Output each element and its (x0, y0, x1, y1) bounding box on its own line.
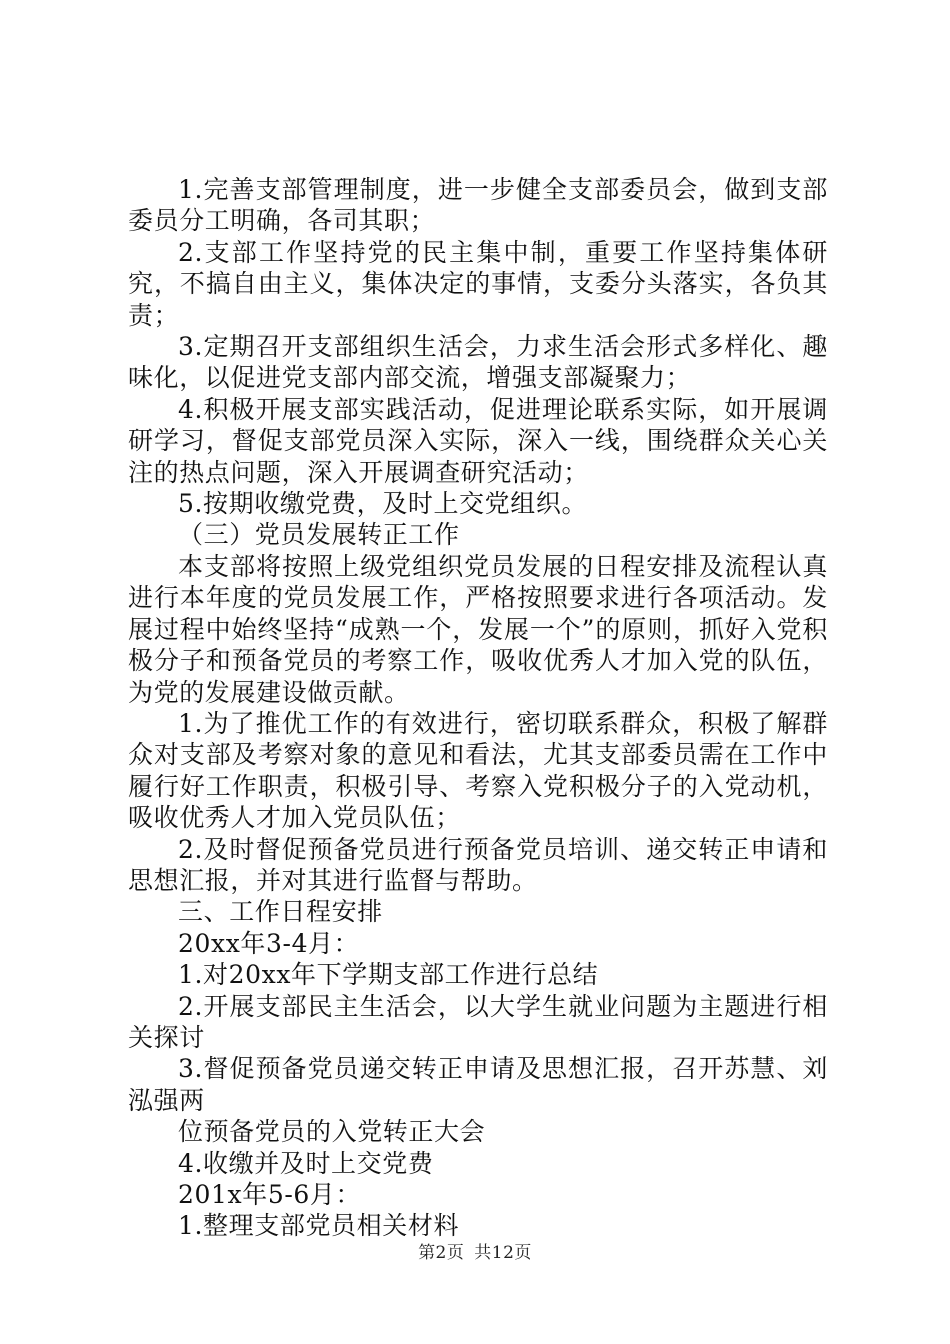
paragraph-item-4: 4.积极开展支部实践活动，促进理论联系实际，如开展调研学习，督促支部党员深入实际，深入一线，围绕群众关心关注的热点问题，深入开展调查研究活动； (128, 394, 828, 487)
section-heading-schedule: 三、工作日程安排 (178, 897, 383, 927)
paragraph-development-intro: 本支部将按照上级党组织党员发展的日程安排及流程认真进行本年度的党员发展工作，严格按照要求进行各项活动。发展过程中始终坚持“成熟一个，发展一个”的原则，抓好入党积极分子和预备党员的考察工作，吸收优秀人才加入党的队伍，为党的发展建设做贡献。 (128, 551, 828, 707)
schedule-item-2: 2.开展支部民主生活会，以大学生就业问题为主题进行相关探讨 (128, 991, 828, 1052)
page-footer (0, 1238, 950, 1263)
schedule-item-3: 3.督促预备党员递交转正申请及思想汇报，召开苏慧、刘泓强两 (128, 1054, 828, 1115)
document-body (128, 174, 828, 1242)
page-number-current: 第2页 (418, 1243, 465, 1263)
paragraph-item-2: 2.支部工作坚持党的民主集中制，重要工作坚持集体研究，不搞自由主义，集体决定的事情，支委分头落实，各负其责； (128, 237, 828, 330)
schedule-period-1: 20xx年3-4月： (178, 928, 360, 958)
page-number-total: 共12页 (474, 1243, 532, 1263)
schedule-item-4: 4.收缴并及时上交党费 (178, 1148, 434, 1178)
paragraph-item-3: 3.定期召开支部组织生活会，力求生活会形式多样化、趣味化，以促进党支部内部交流，增强支部凝聚力； (128, 332, 828, 393)
schedule-item-3-continued: 位预备党员的入党转正大会 (178, 1117, 486, 1147)
paragraph-item-5: 5.按期收缴党费，及时上交党组织。 (178, 489, 588, 519)
section-heading-member-development: （三）党员发展转正工作 (178, 520, 460, 550)
schedule-item-5: 1.整理支部党员相关材料 (178, 1211, 460, 1241)
schedule-period-2: 201x年5-6月： (178, 1180, 362, 1209)
paragraph-development-2: 2.及时督促预备党员进行预备党员培训、递交转正申请和思想汇报，并对其进行监督与帮助。 (128, 834, 828, 895)
paragraph-item-1: 1.完善支部管理制度，进一步健全支部委员会，做到支部委员分工明确，各司其职； (128, 175, 828, 236)
schedule-item-1: 1.对20xx年下学期支部工作进行总结 (178, 960, 599, 990)
paragraph-development-1: 1.为了推优工作的有效进行，密切联系群众，积极了解群众对支部及考察对象的意见和看法，尤其支部委员需在工作中履行好工作职责，积极引导、考察入党积极分子的入党动机，吸收优秀人才加入党员队伍； (128, 708, 828, 833)
